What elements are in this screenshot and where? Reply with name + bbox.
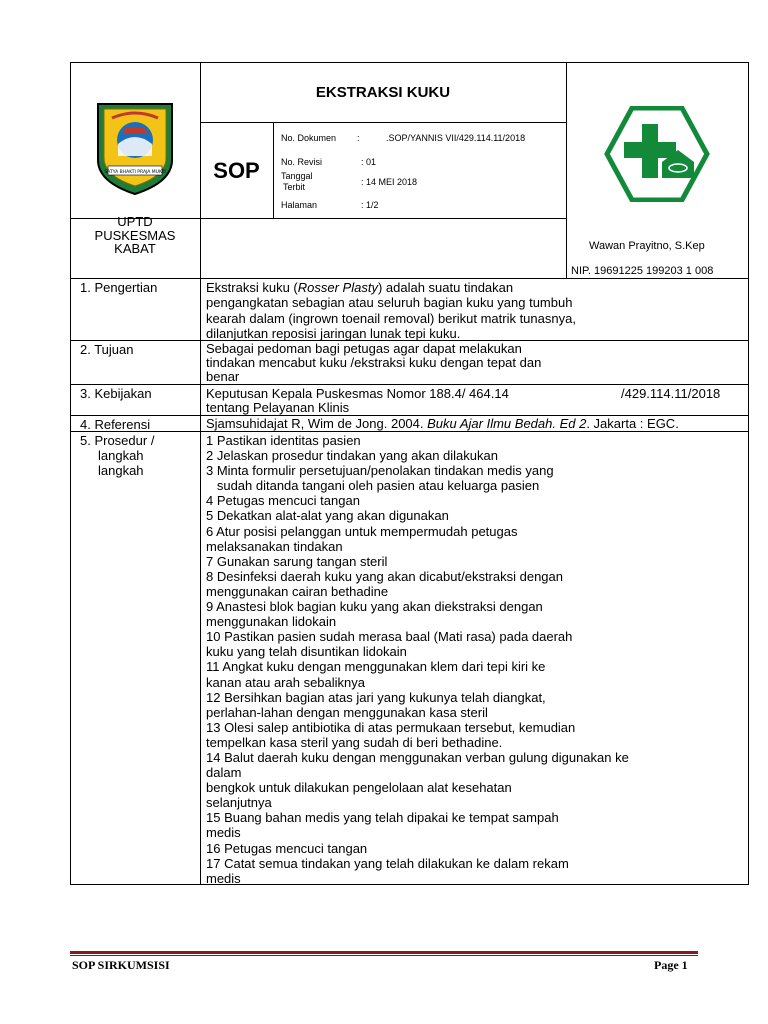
procedure-step-line: menggunakan cairan bethadine (206, 583, 389, 599)
institution-line: PUSKESMAS (94, 227, 176, 243)
policy-line-1a: Keputusan Kepala Puskesmas Nomor 188.4/ 464.14 (206, 386, 509, 401)
policy-line-2: tentang Pelayanan Klinis (206, 400, 350, 415)
definition-line-1: Ekstraksi kuku (Rosser Plasty) adalah suatu tindakan (206, 280, 514, 295)
procedure-step-line: selanjutnya (206, 795, 272, 811)
purpose-label: 2. Tujuan (80, 342, 134, 357)
purpose-line: tindakan mencabut kuku /ekstraksi kuku dengan tepat dan (206, 355, 542, 371)
revision-label: No. Revisi (281, 157, 323, 167)
procedure-step-line: 6 Atur posisi pelanggan untuk mempermudah petugas (206, 523, 518, 539)
procedure-step-line: 13 Olesi salep antibiotika di atas permukaan tersebut, kemudian (206, 719, 576, 735)
procedure-step-line: 10 Pastikan pasien sudah merasa baal (Mati rasa) pada daerah (206, 629, 573, 645)
procedure-step-line: melaksanakan tindakan (206, 538, 343, 554)
definition-line-2: pengangkatan sebagian atau seluruh bagian kuku yang tumbuh (206, 295, 573, 311)
page-value: : 1/2 (361, 200, 379, 210)
procedure-step-line: 9 Anastesi blok bagian kuku yang akan diekstraksi dengan (206, 599, 543, 615)
procedure-step-line: menggunakan lidokain (206, 614, 337, 630)
purpose-line: Sebagai pedoman bagi petugas agar dapat melakukan (206, 341, 522, 356)
institution-line: KABAT (114, 241, 156, 256)
procedure-step-line: sudah ditanda tangani oleh pasien atau keluarga pasien (206, 478, 540, 494)
policy-line-1b: /429.114.11/2018 (621, 386, 721, 401)
procedure-step-line: tempelkan kasa steril yang sudah di beri bethadine. (206, 734, 503, 750)
procedure-step-line: perlahan-lahan dengan menggunakan kasa steril (206, 704, 488, 720)
purpose-text (206, 342, 541, 385)
institution-name (70, 215, 200, 256)
regency-logo (92, 100, 178, 196)
definition-line-4: dilanjutkan reposisi jaringan lunak tepi kuku. (206, 325, 461, 341)
date-value: : 14 MEI 2018 (361, 177, 418, 187)
sop-title: EKSTRAKSI KUKU (315, 84, 451, 101)
procedure-step-line: 14 Balut daerah kuku dengan menggunakan verban gulung digunakan ke (206, 749, 629, 765)
procedure-step-line: 7 Gunakan sarung tangan steril (206, 553, 388, 569)
procedure-step-line: kuku yang telah disuntikan lidokain (206, 644, 407, 660)
procedure-step-line: 4 Petugas mencuci tangan (206, 493, 360, 509)
procedure-step-line: 5 Dekatkan alat-alat yang akan digunakan (206, 508, 449, 524)
sop-label: SOP (213, 158, 260, 183)
procedure-step-line: 17 Catat semua tindakan yang telah dilakukan ke dalam rekam (206, 855, 569, 871)
procedure-label-line: langkah (98, 448, 144, 464)
procedure-step-line: 16 Petugas mencuci tangan (206, 840, 368, 856)
definition-text (206, 280, 576, 341)
procedure-label-line: langkah (98, 463, 144, 479)
procedure-step-line: 11 Angkat kuku dengan menggunakan klem dari tepi kiri ke (206, 659, 546, 675)
procedure-step-line: 3 Minta formulir persetujuan/penolakan tindakan medis yang (206, 463, 554, 479)
procedure-label (80, 433, 154, 478)
reference-label: 4. Referensi (80, 417, 151, 432)
reference-text: Sjamsuhidajat R, Wim de Jong. 2004. Buku Ajar Ilmu Bedah. Ed 2. Jakarta : EGC. (206, 416, 679, 431)
procedure-step-line: kanan atau arah sebaliknya (206, 674, 366, 690)
procedure-step-line: 12 Bersihkan bagian atas jari yang kukunya telah diangkat, (206, 689, 546, 705)
definition-line-3: kearah dalam (ingrown toenail removal) berikut matrik tunasnya, (206, 310, 576, 326)
footer-rule (70, 951, 698, 954)
footer-page-number: Page 1 (654, 958, 688, 972)
footer-rule-thin (70, 955, 698, 956)
date-label-2: Terbit (283, 182, 306, 192)
revision-value: : 01 (361, 157, 377, 167)
procedure-step-line: medis (206, 870, 241, 886)
procedure-step-line: dalam (206, 765, 242, 781)
procedure-step-line: 1 Pastikan identitas pasien (206, 433, 361, 448)
footer-document-name: SOP SIRKUMSISI (72, 958, 170, 972)
institution-line: UPTD (117, 214, 153, 229)
signer-nip: NIP. 19691225 199203 1 008 (571, 265, 714, 277)
procedure-step-line: medis (206, 825, 241, 841)
procedure-step-line: bengkok untuk dilakukan pengelolaan alat kesehatan (206, 780, 512, 796)
procedure-step-line: 15 Buang bahan medis yang telah dipakai ke tempat sampah (206, 810, 559, 826)
procedure-steps (206, 433, 629, 886)
procedure-step-line: 2 Jelaskan prosedur tindakan yang akan dilakukan (206, 448, 498, 464)
svg-text:SATYA BHAKTI PRAJA MUKTI: SATYA BHAKTI PRAJA MUKTI (104, 170, 166, 175)
doc-number-sep: : (357, 133, 360, 143)
puskesmas-logo (604, 106, 710, 202)
doc-number-label: No. Dokumen (281, 133, 337, 143)
purpose-line: benar (206, 369, 240, 385)
procedure-step-line: 8 Desinfeksi daerah kuku yang akan dicabut/ekstraksi dengan (206, 568, 563, 584)
date-label-1: Tanggal (281, 171, 313, 181)
page-label: Halaman (281, 200, 318, 210)
definition-label: 1. Pengertian (80, 280, 158, 295)
doc-number-value: .SOP/YANNIS VII/429.114.11/2018 (386, 133, 526, 143)
policy-label: 3. Kebijakan (80, 386, 152, 401)
signer-name: Wawan Prayitno, S.Kep (589, 240, 705, 252)
procedure-label-line: 5. Prosedur / (80, 433, 155, 448)
